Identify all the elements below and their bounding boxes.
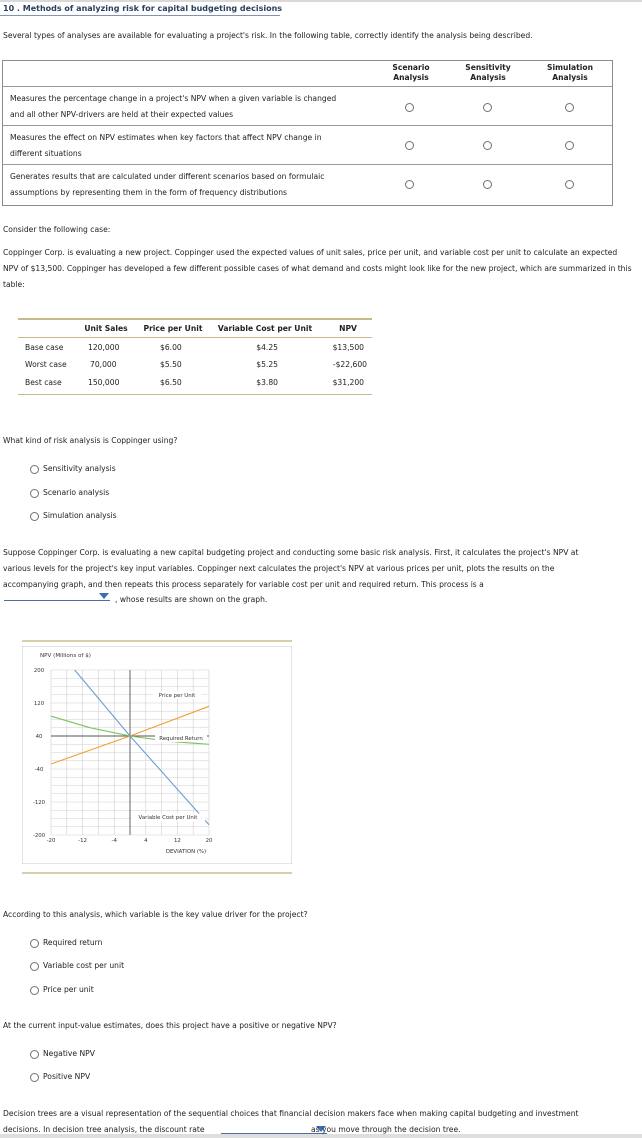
header-sensitivity: Sensitivity Analysis: [465, 63, 511, 82]
top-divider: [0, 0, 642, 2]
risk-type-prompt: What kind of risk analysis is Coppinger using?: [3, 436, 178, 445]
y-tick-label: -120: [32, 800, 46, 806]
analysis-type-dropdown[interactable]: [4, 592, 110, 601]
radio-scenario[interactable]: [405, 180, 414, 189]
radio-scenario[interactable]: [405, 103, 414, 112]
graph-top-rule: [22, 640, 292, 642]
y-tick-label: -200: [32, 833, 46, 839]
radio-sensitivity[interactable]: [483, 103, 492, 112]
radio-button[interactable]: [30, 1050, 39, 1059]
x-tick-label: 20: [205, 838, 213, 844]
y-tick-label: 120: [33, 701, 45, 707]
col-price: Price per Unit: [143, 324, 203, 333]
radio-simulation[interactable]: [565, 103, 574, 112]
series-label: Price per Unit: [158, 693, 196, 699]
y-axis-label: NPV (Millions of $): [40, 653, 91, 659]
radio-button[interactable]: [30, 986, 39, 995]
series-label: Required Return: [159, 736, 203, 742]
x-tick-label: 4: [144, 838, 148, 844]
radio-button[interactable]: [30, 512, 39, 521]
title-underline: [0, 15, 280, 16]
table-bottom-rule: [18, 394, 372, 395]
row-description: Measures the effect on NPV estimates when key factors that affect NPV change in different situations: [10, 133, 322, 158]
radio-button[interactable]: [30, 939, 39, 948]
case-description: Coppinger Corp. is evaluating a new project. Coppinger used the expected values of unit sales, price per unit, and variable cost per unit to calculate an expected NPV of $13,500. Coppinger has developed a few different possible cases of what demand and costs might look like for the new project, which are summarized in this table:: [3, 248, 632, 289]
analysis-identification-table: [2, 60, 613, 206]
row-description: Measures the percentage change in a project's NPV when a given variable is changed and all other NPV-drivers are held at their expected values: [10, 94, 337, 119]
decision-tree-text-end: as you move through the decision tree.: [311, 1125, 461, 1134]
decision-tree-text-start: decisions. In decision tree analysis, the discount rate: [3, 1125, 205, 1134]
table-row: [3, 125, 612, 165]
col-npv: NPV: [339, 324, 357, 333]
col-variable-cost: Variable Cost per Unit: [217, 324, 313, 333]
graph-bottom-rule: [22, 872, 292, 874]
header-simulation: Simulation Analysis: [547, 63, 593, 82]
x-tick-label: 12: [173, 838, 181, 844]
radio-button[interactable]: [30, 465, 39, 474]
chart-frame: [22, 646, 292, 864]
table-row: [3, 86, 612, 126]
col-unit-sales: Unit Sales: [84, 324, 128, 333]
header-scenario: Scenario Analysis: [392, 63, 430, 82]
x-tick-label: -4: [111, 838, 117, 844]
radio-button[interactable]: [30, 962, 39, 971]
x-tick-label: -12: [78, 838, 88, 844]
y-tick-label: -40: [34, 767, 44, 773]
radio-button[interactable]: [30, 1073, 39, 1082]
dropdown-trailing-text: , whose results are shown on the graph.: [115, 595, 268, 604]
series-label: Variable Cost per Unit: [138, 815, 198, 821]
question-intro: Several types of analyses are available for evaluating a project's risk. In the following table, correctly identify the analysis being described.: [3, 31, 533, 40]
radio-button[interactable]: [30, 489, 39, 498]
y-tick-label: 200: [33, 668, 45, 674]
npv-sign-prompt: At the current input-value estimates, does this project have a positive or negative NPV?: [3, 1021, 337, 1030]
sensitivity-chart: [22, 646, 292, 864]
chevron-down-icon: [99, 593, 109, 599]
case-lead: Consider the following case:: [3, 225, 111, 234]
table-top-rule: [18, 318, 372, 320]
decision-tree-paragraph: Decision trees are a visual representation of the sequential choices that financial decision makers face when making capital budgeting and investment decisions. In decision tree analysis, the discount rate as you move through the decision tree.: [3, 1106, 633, 1138]
question-title: 10 . Methods of analyzing risk for capital budgeting decisions: [3, 4, 283, 13]
row-description: Generates results that are calculated under different scenarios based on formulaic assumptions by representing them in the form of frequency distributions: [10, 172, 325, 197]
npv-sensitivity-graph: [22, 646, 292, 864]
x-axis-label: DEVIATION (%): [165, 849, 207, 855]
radio-simulation[interactable]: [565, 141, 574, 150]
radio-sensitivity[interactable]: [483, 141, 492, 150]
header-rule: [18, 337, 372, 338]
x-tick-label: -20: [46, 838, 56, 844]
radio-sensitivity[interactable]: [483, 180, 492, 189]
bottom-divider: [0, 1134, 642, 1138]
key-driver-prompt: According to this analysis, which variable is the key value driver for the project?: [3, 910, 308, 919]
radio-simulation[interactable]: [565, 180, 574, 189]
radio-scenario[interactable]: [405, 141, 414, 150]
table-row: [3, 164, 612, 204]
y-tick-label: 40: [35, 734, 43, 740]
sensitivity-paragraph: Suppose Coppinger Corp. is evaluating a new capital budgeting project and conducting some basic risk analysis. First, it calculates the project's NPV at various levels for the project's key input variables. Coppinger next calculates the project's NPV at various prices per unit, plots the results on the accompanying graph, and then repeats this process separately for variable cost per unit and required return. This process is a: [3, 548, 579, 589]
case-table: Unit Sales Price per Unit Variable Cost per Unit NPV Base case 120,000 $6.00 $4.25 $13,500 Worst case 70,000 $5.50 $5.25 -$22,600 Best case 150,000 $6.50 $3.80 $31,200: [18, 318, 372, 396]
